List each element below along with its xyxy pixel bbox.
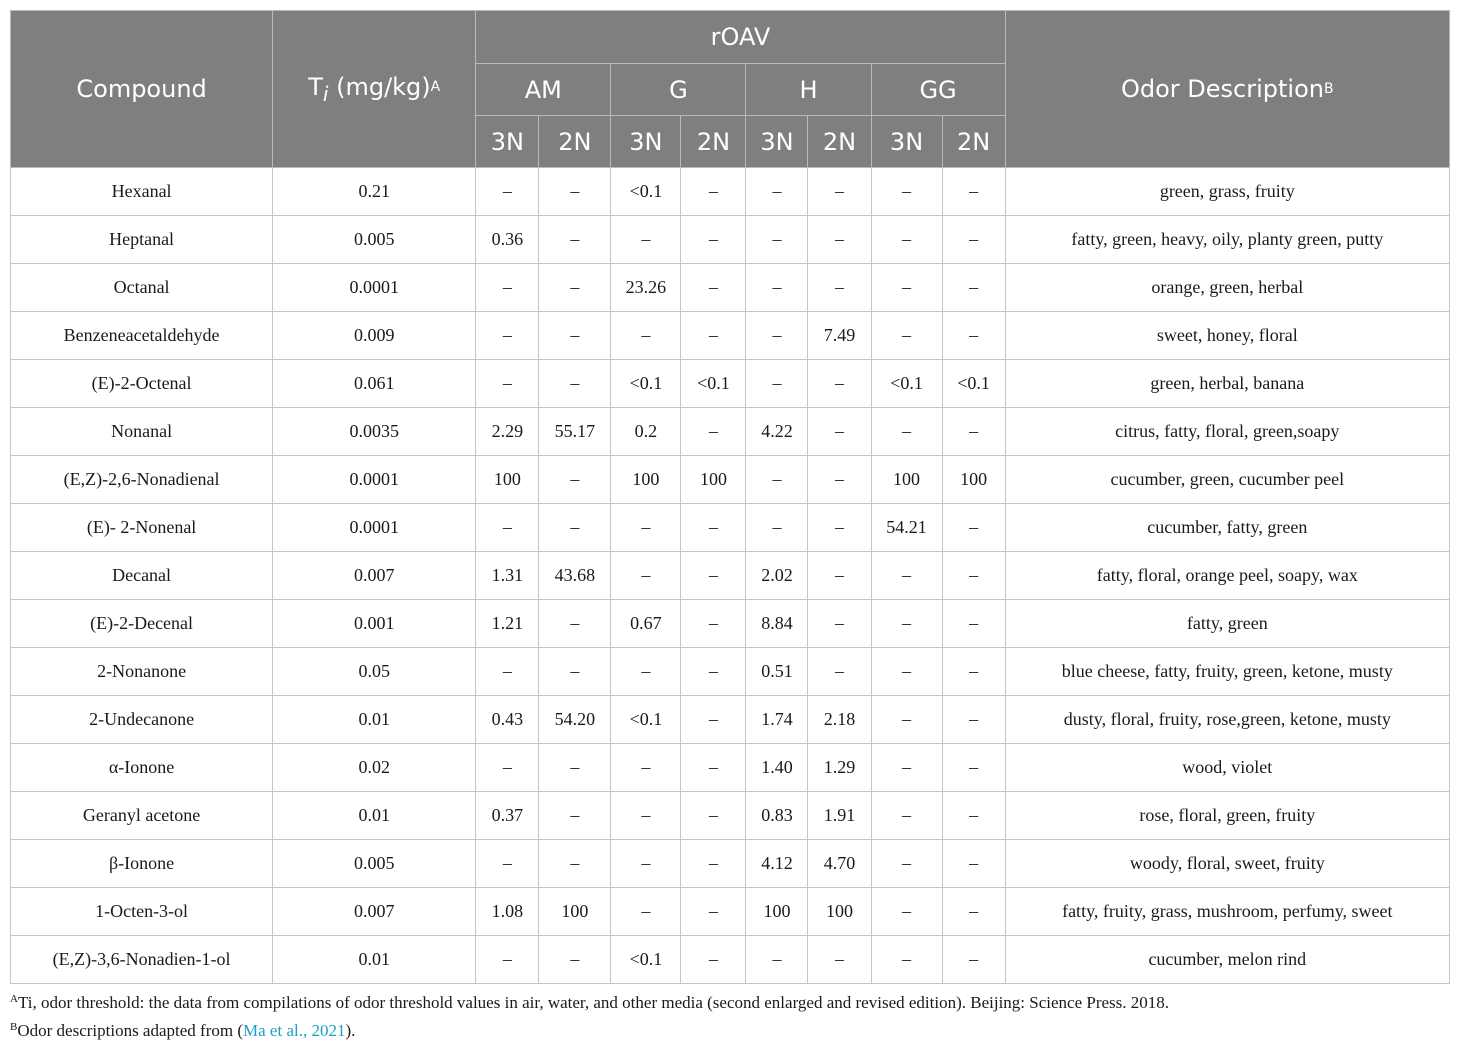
compound-cell: Hexanal: [11, 168, 273, 216]
roav-cell: –: [681, 936, 746, 984]
roav-cell: –: [539, 936, 611, 984]
roav-cell: –: [871, 552, 942, 600]
compound-cell: 2-Undecanone: [11, 696, 273, 744]
roav-cell: 0.51: [746, 648, 808, 696]
roav-cell: –: [746, 264, 808, 312]
header-subcol: 3N: [746, 116, 808, 168]
roav-cell: –: [942, 168, 1005, 216]
compound-cell: 2-Nonanone: [11, 648, 273, 696]
roav-cell: –: [681, 552, 746, 600]
roav-cell: 0.67: [611, 600, 681, 648]
roav-cell: –: [611, 216, 681, 264]
roav-cell: 0.36: [476, 216, 539, 264]
roav-cell: 0.2: [611, 408, 681, 456]
roav-cell: –: [808, 648, 871, 696]
table-row: [11, 312, 1450, 360]
roav-cell: 1.29: [808, 744, 871, 792]
threshold-cell: 0.01: [273, 792, 476, 840]
roav-cell: 2.18: [808, 696, 871, 744]
roav-cell: 54.20: [539, 696, 611, 744]
odor-cell: wood, violet: [1005, 744, 1449, 792]
header-compound: Compound: [11, 11, 273, 168]
odor-cell: sweet, honey, floral: [1005, 312, 1449, 360]
roav-cell: –: [871, 744, 942, 792]
roav-cell: –: [476, 648, 539, 696]
table-row: [11, 360, 1450, 408]
roav-cell: –: [539, 504, 611, 552]
roav-cell: 2.29: [476, 408, 539, 456]
threshold-cell: 0.0035: [273, 408, 476, 456]
roav-cell: –: [942, 936, 1005, 984]
table-row: [11, 936, 1450, 984]
odor-cell: rose, floral, green, fruity: [1005, 792, 1449, 840]
roav-cell: –: [681, 792, 746, 840]
roav-cell: 1.74: [746, 696, 808, 744]
footnotes: [10, 990, 1450, 1046]
roav-cell: –: [611, 552, 681, 600]
table-row: [11, 504, 1450, 552]
odor-cell: cucumber, melon rind: [1005, 936, 1449, 984]
roav-cell: 0.43: [476, 696, 539, 744]
roav-cell: 23.26: [611, 264, 681, 312]
roav-cell: –: [808, 408, 871, 456]
roav-cell: –: [942, 744, 1005, 792]
roav-cell: –: [942, 312, 1005, 360]
odor-cell: orange, green, herbal: [1005, 264, 1449, 312]
roav-cell: –: [871, 600, 942, 648]
roav-cell: –: [539, 264, 611, 312]
roav-cell: –: [871, 888, 942, 936]
roav-cell: –: [611, 792, 681, 840]
header-subcol: 2N: [681, 116, 746, 168]
roav-cell: –: [746, 504, 808, 552]
roav-cell: –: [746, 936, 808, 984]
roav-cell: –: [808, 360, 871, 408]
roav-cell: –: [808, 504, 871, 552]
header-subcol: 3N: [476, 116, 539, 168]
roav-cell: <0.1: [611, 936, 681, 984]
table-row: [11, 216, 1450, 264]
roav-cell: –: [539, 312, 611, 360]
roav-cell: 1.91: [808, 792, 871, 840]
roav-cell: –: [808, 552, 871, 600]
threshold-cell: 0.009: [273, 312, 476, 360]
roav-cell: 100: [871, 456, 942, 504]
odor-cell: dusty, floral, fruity, rose,green, ketone, musty: [1005, 696, 1449, 744]
threshold-cell: 0.007: [273, 888, 476, 936]
threshold-cell: 0.061: [273, 360, 476, 408]
roav-cell: –: [871, 264, 942, 312]
roav-cell: –: [681, 840, 746, 888]
roav-cell: –: [681, 696, 746, 744]
threshold-cell: 0.0001: [273, 264, 476, 312]
table-container: [10, 10, 1450, 1046]
table-row: [11, 840, 1450, 888]
header-group-am: AM: [476, 64, 611, 116]
roav-cell: –: [871, 792, 942, 840]
roav-cell: 1.21: [476, 600, 539, 648]
roav-cell: 4.22: [746, 408, 808, 456]
roav-cell: –: [539, 456, 611, 504]
roav-cell: 100: [476, 456, 539, 504]
table-row: [11, 168, 1450, 216]
roav-cell: –: [808, 168, 871, 216]
roav-cell: –: [476, 504, 539, 552]
header-subcol: 2N: [539, 116, 611, 168]
roav-cell: –: [476, 168, 539, 216]
table-row: [11, 648, 1450, 696]
table-row: [11, 696, 1450, 744]
roav-cell: –: [942, 600, 1005, 648]
odor-cell: fatty, fruity, grass, mushroom, perfumy, sweet: [1005, 888, 1449, 936]
roav-cell: –: [611, 744, 681, 792]
roav-cell: –: [746, 312, 808, 360]
roav-cell: –: [808, 264, 871, 312]
roav-cell: 100: [942, 456, 1005, 504]
roav-cell: 43.68: [539, 552, 611, 600]
roav-cell: –: [539, 792, 611, 840]
threshold-cell: 0.0001: [273, 456, 476, 504]
roav-cell: –: [808, 456, 871, 504]
roav-cell: –: [539, 648, 611, 696]
roav-cell: –: [808, 600, 871, 648]
compound-cell: Nonanal: [11, 408, 273, 456]
roav-cell: –: [611, 648, 681, 696]
roav-cell: 100: [746, 888, 808, 936]
roav-cell: 1.40: [746, 744, 808, 792]
roav-cell: 7.49: [808, 312, 871, 360]
header-roav: rOAV: [476, 11, 1005, 64]
odor-cell: green, grass, fruity: [1005, 168, 1449, 216]
roav-cell: –: [681, 504, 746, 552]
roav-cell: –: [476, 744, 539, 792]
table-row: [11, 888, 1450, 936]
threshold-cell: 0.05: [273, 648, 476, 696]
roav-cell: –: [681, 216, 746, 264]
header-subcol: 2N: [942, 116, 1005, 168]
compound-cell: α-Ionone: [11, 744, 273, 792]
roav-cell: 100: [539, 888, 611, 936]
table-row: [11, 744, 1450, 792]
roav-cell: –: [871, 648, 942, 696]
compound-cell: β-Ionone: [11, 840, 273, 888]
roav-cell: –: [746, 456, 808, 504]
table-row: [11, 264, 1450, 312]
roav-cell: –: [476, 312, 539, 360]
roav-cell: –: [871, 216, 942, 264]
odor-cell: woody, floral, sweet, fruity: [1005, 840, 1449, 888]
roav-cell: –: [611, 504, 681, 552]
roav-cell: <0.1: [611, 360, 681, 408]
roav-cell: –: [476, 936, 539, 984]
threshold-cell: 0.007: [273, 552, 476, 600]
table-row: [11, 792, 1450, 840]
footnote-b: $^B$Odor descriptions adapted from (Ma et al., 2021).: [10, 1021, 356, 1040]
threshold-cell: 0.001: [273, 600, 476, 648]
roav-cell: –: [871, 840, 942, 888]
roav-cell: –: [539, 360, 611, 408]
table-row: [11, 456, 1450, 504]
roav-cell: –: [942, 696, 1005, 744]
odor-cell: fatty, green: [1005, 600, 1449, 648]
roav-cell: –: [539, 744, 611, 792]
roav-cell: –: [611, 840, 681, 888]
roav-cell: –: [681, 888, 746, 936]
roav-cell: <0.1: [611, 168, 681, 216]
odor-cell: green, herbal, banana: [1005, 360, 1449, 408]
threshold-cell: 0.005: [273, 216, 476, 264]
roav-cell: –: [681, 648, 746, 696]
odor-cell: cucumber, fatty, green: [1005, 504, 1449, 552]
roav-cell: 0.37: [476, 792, 539, 840]
roav-cell: –: [681, 168, 746, 216]
roav-cell: –: [611, 888, 681, 936]
roav-cell: –: [942, 792, 1005, 840]
odor-cell: cucumber, green, cucumber peel: [1005, 456, 1449, 504]
roav-cell: –: [871, 312, 942, 360]
roav-cell: –: [476, 840, 539, 888]
roav-cell: –: [942, 840, 1005, 888]
roav-cell: –: [808, 936, 871, 984]
roav-cell: –: [681, 264, 746, 312]
compound-cell: (E,Z)-2,6-Nonadienal: [11, 456, 273, 504]
compound-cell: Decanal: [11, 552, 273, 600]
roav-cell: <0.1: [871, 360, 942, 408]
roav-cell: 55.17: [539, 408, 611, 456]
threshold-cell: 0.0001: [273, 504, 476, 552]
threshold-cell: 0.01: [273, 936, 476, 984]
compound-cell: (E)- 2-Nonenal: [11, 504, 273, 552]
compound-cell: 1-Octen-3-ol: [11, 888, 273, 936]
roav-cell: –: [942, 888, 1005, 936]
roav-cell: –: [942, 648, 1005, 696]
table-row: [11, 600, 1450, 648]
compound-cell: (E)-2-Octenal: [11, 360, 273, 408]
roav-cell: –: [681, 744, 746, 792]
header-group-gg: GG: [871, 64, 1005, 116]
roav-cell: <0.1: [611, 696, 681, 744]
roav-cell: –: [746, 168, 808, 216]
odor-cell: fatty, floral, orange peel, soapy, wax: [1005, 552, 1449, 600]
roav-cell: –: [942, 216, 1005, 264]
roav-cell: 4.70: [808, 840, 871, 888]
threshold-cell: 0.21: [273, 168, 476, 216]
compound-cell: (E)-2-Decenal: [11, 600, 273, 648]
header-group-g: G: [611, 64, 746, 116]
roav-cell: <0.1: [681, 360, 746, 408]
roav-cell: 0.83: [746, 792, 808, 840]
roav-cell: 1.08: [476, 888, 539, 936]
roav-cell: –: [746, 360, 808, 408]
roav-cell: –: [681, 312, 746, 360]
roav-cell: –: [539, 600, 611, 648]
header-threshold: $T_i$ $(mg/kg)^A$: [273, 11, 476, 168]
footnote-a: $^A$Ti, odor threshold: the data from compilations of odor threshold values in air, water, and other media (second enlarged and revised edition). Beijing: Science Press. 2018.: [10, 993, 1170, 1012]
roav-cell: –: [476, 264, 539, 312]
roav-cell: 8.84: [746, 600, 808, 648]
roav-cell: –: [539, 840, 611, 888]
roav-cell: <0.1: [942, 360, 1005, 408]
roav-cell: –: [871, 168, 942, 216]
odor-cell: fatty, green, heavy, oily, planty green, putty: [1005, 216, 1449, 264]
roav-cell: –: [871, 408, 942, 456]
roav-cell: –: [681, 600, 746, 648]
roav-cell: –: [476, 360, 539, 408]
odor-cell: citrus, fatty, floral, green,soapy: [1005, 408, 1449, 456]
roav-cell: –: [942, 264, 1005, 312]
threshold-cell: 0.01: [273, 696, 476, 744]
roav-cell: –: [539, 168, 611, 216]
roav-cell: –: [942, 552, 1005, 600]
roav-cell: 100: [611, 456, 681, 504]
compound-cell: Benzeneacetaldehyde: [11, 312, 273, 360]
compound-cell: Geranyl acetone: [11, 792, 273, 840]
roav-table: [10, 10, 1450, 984]
roav-cell: 100: [681, 456, 746, 504]
roav-cell: 100: [808, 888, 871, 936]
roav-cell: –: [871, 936, 942, 984]
roav-cell: –: [611, 312, 681, 360]
roav-cell: –: [942, 504, 1005, 552]
header-subcol: 3N: [611, 116, 681, 168]
odor-cell: blue cheese, fatty, fruity, green, ketone, musty: [1005, 648, 1449, 696]
roav-cell: –: [871, 696, 942, 744]
table-row: [11, 552, 1450, 600]
header-odor-description: Odor Description$^B$: [1005, 11, 1449, 168]
header-subcol: 2N: [808, 116, 871, 168]
roav-cell: 1.31: [476, 552, 539, 600]
roav-cell: –: [808, 216, 871, 264]
roav-cell: –: [539, 216, 611, 264]
roav-cell: –: [681, 408, 746, 456]
compound-cell: Heptanal: [11, 216, 273, 264]
compound-cell: (E,Z)-3,6-Nonadien-1-ol: [11, 936, 273, 984]
roav-cell: 4.12: [746, 840, 808, 888]
citation-link[interactable]: Ma et al., 2021: [243, 1021, 346, 1040]
table-row: [11, 408, 1450, 456]
roav-cell: 2.02: [746, 552, 808, 600]
roav-cell: –: [942, 408, 1005, 456]
threshold-cell: 0.005: [273, 840, 476, 888]
roav-cell: 54.21: [871, 504, 942, 552]
header-group-h: H: [746, 64, 871, 116]
roav-cell: –: [746, 216, 808, 264]
threshold-cell: 0.02: [273, 744, 476, 792]
header-subcol: 3N: [871, 116, 942, 168]
compound-cell: Octanal: [11, 264, 273, 312]
